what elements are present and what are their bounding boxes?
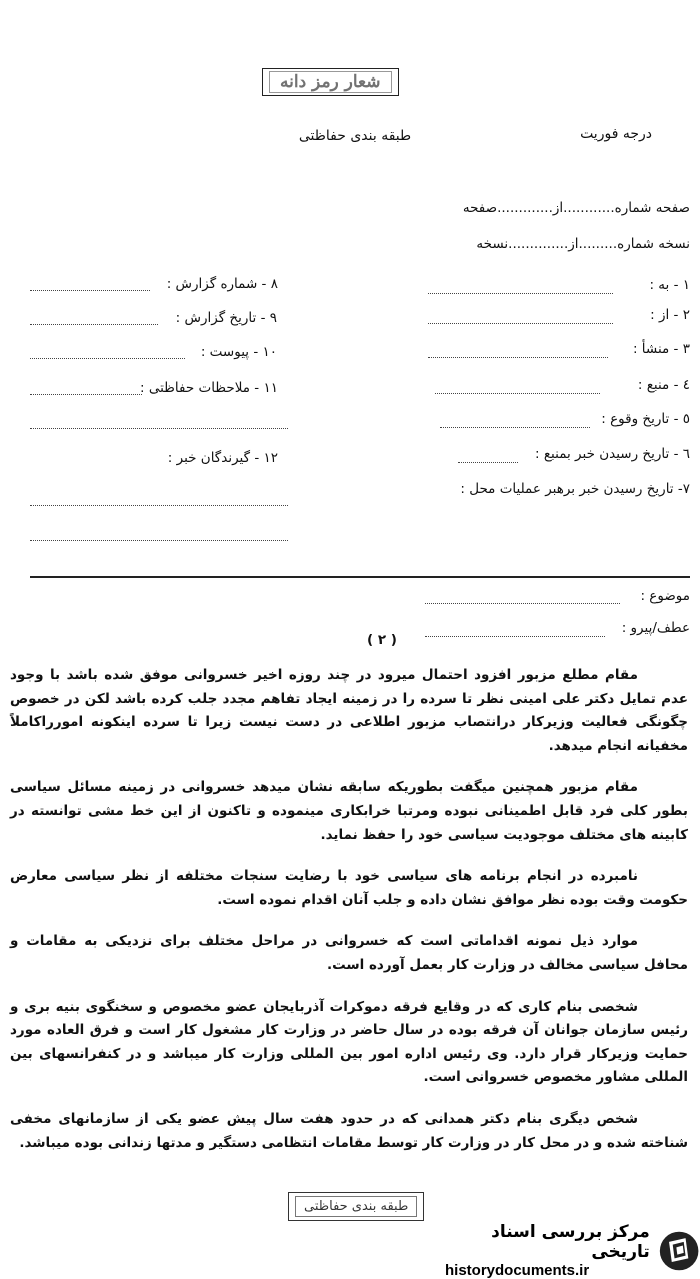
topic-line <box>425 603 620 604</box>
section-separator <box>30 576 690 578</box>
report-number-field-line <box>30 290 150 291</box>
recipients-line-1 <box>30 505 288 506</box>
body-text <box>10 664 688 1173</box>
org-name: مرکز بررسی اسناد تاریخی <box>491 1222 650 1262</box>
recipients-field-label: ۱۲ - گیرندگان خبر : <box>167 450 278 466</box>
origin-field-line <box>428 357 608 358</box>
body-paragraph-2: مقام مزبور همچنین میگفت بطوریکه سابقه نشان میدهد خسروانی در زمینه مسائل سیاسی بطور کلی فرد قابل اطمینانی نبوده ومرتبا خرابکاری مینموده و تاکنون از این خط مشی توانسته در کابینه های مختلف موجودیت سیاسی خود را حفظ نماید. <box>10 779 688 843</box>
received-by-ops-field-label: ٧- تاریخ رسیدن خبر برهبر عملیات محل : <box>460 481 690 497</box>
body-paragraph-4: موارد ذیل نمونه اقداماتی است که خسروانی در مراحل مختلف برای نزدیکی به مقامات و محافل سیاسی مخالف در وزارت کار بعمل آورده است. <box>10 933 688 973</box>
org-logo-block <box>445 1222 700 1279</box>
body-paragraph-1: مقام مطلع مزبور افزود احتمال میرود در چند روزه اخیر خسروانی موفق شده باشد با وجود عدم تمایل دکتر علی امینی نظر تا سرده را در زمینه ایجاد تفاهم مجدد جلب کرده باشد لکن در خصوص چگونگی فعالیت وزیرکار درانتصاب مزبور اطلاعی در دست نیست زیرا تا سرده اینکونه امورراکاملاً مخفیانه انجام میدهد. <box>10 667 688 754</box>
classification-label: طبقه بندی حفاظتی <box>298 128 412 144</box>
report-date-field-line <box>30 324 158 325</box>
event-date-field-line <box>440 427 590 428</box>
source-field-label: ٤ - منبع : <box>637 377 690 393</box>
from-field-label: ۲ - از : <box>650 307 690 323</box>
security-notes-field-label: ۱۱ - ملاحظات حفاظتی : <box>140 380 278 396</box>
source-field-line <box>435 393 600 394</box>
page-label: ( ۲ ) <box>367 632 397 648</box>
received-by-source-field-line <box>458 462 518 463</box>
page-number-field: صفحه شماره............از.............صفحه <box>462 200 690 216</box>
footer-classification-stamp: طبقه بندی حفاظتی <box>288 1192 424 1221</box>
to-field-line <box>428 293 613 294</box>
security-notes-extra-line <box>30 428 288 429</box>
copy-number-field: نسخه شماره.........از..............نسخه <box>476 236 690 252</box>
reference-line <box>425 636 605 637</box>
priority-label: درجه فوریت <box>580 126 652 142</box>
attachment-field-label: ۱۰ - پیوست : <box>200 344 277 360</box>
reference-label: عطف/پیرو : <box>621 620 690 636</box>
org-logo-icon <box>658 1228 700 1274</box>
report-number-field-label: ۸ - شماره گزارش : <box>166 276 278 292</box>
org-website: historydocuments.ir <box>445 1262 590 1279</box>
from-field-line <box>428 323 613 324</box>
body-paragraph-5: شخصی بنام کاری که در وقایع فرقه دموکرات آذربایجان عضو مخصوص و سخنگوی بنیه بری و رئیس سازمان جوانان آن فرقه بوده در سال حاضر در وزارت کار مشغول کار است و فرق العاده مورد حمایت وزیرکار قرار دارد. وی رئیس اداره امور بین المللی وزارت کار میباشد و در کنفرانسهای بین المللی مشاور مخصوص خسروانی است. <box>10 998 688 1086</box>
origin-field-label: ۳ - منشأ : <box>632 341 690 357</box>
header-stamp: شعار رمز دانه <box>262 68 399 96</box>
event-date-field-label: ٥ - تاریخ وقوع : <box>601 411 690 427</box>
recipients-line-2 <box>30 540 288 541</box>
body-paragraph-3: نامبرده در انجام برنامه های سیاسی خود با رضایت سنجات مختلفه از نظر سیاسی معارض حکومت وقت بوده نظر موافق نشان داده و جلب آنان اقدام نموده است. <box>10 868 688 908</box>
to-field-label: ۱ - به : <box>649 277 690 293</box>
report-date-field-label: ۹ - تاریخ گزارش : <box>175 310 277 326</box>
topic-label: موضوع : <box>640 588 690 604</box>
security-notes-field-line <box>30 394 142 395</box>
received-by-source-field-label: ٦ - تاریخ رسیدن خبر بمنبع : <box>535 446 690 462</box>
body-paragraph-6: شخص دیگری بنام دکتر همدانی که در حدود هفت سال پیش عضو یکی از سازمانهای مخفی شناخته شده و در محل کار در وزارت کار توسط مقامات انتظامی دستگیر و مدتها زندانی بوده میباشد. <box>10 1110 688 1151</box>
attachment-field-line <box>30 358 185 359</box>
